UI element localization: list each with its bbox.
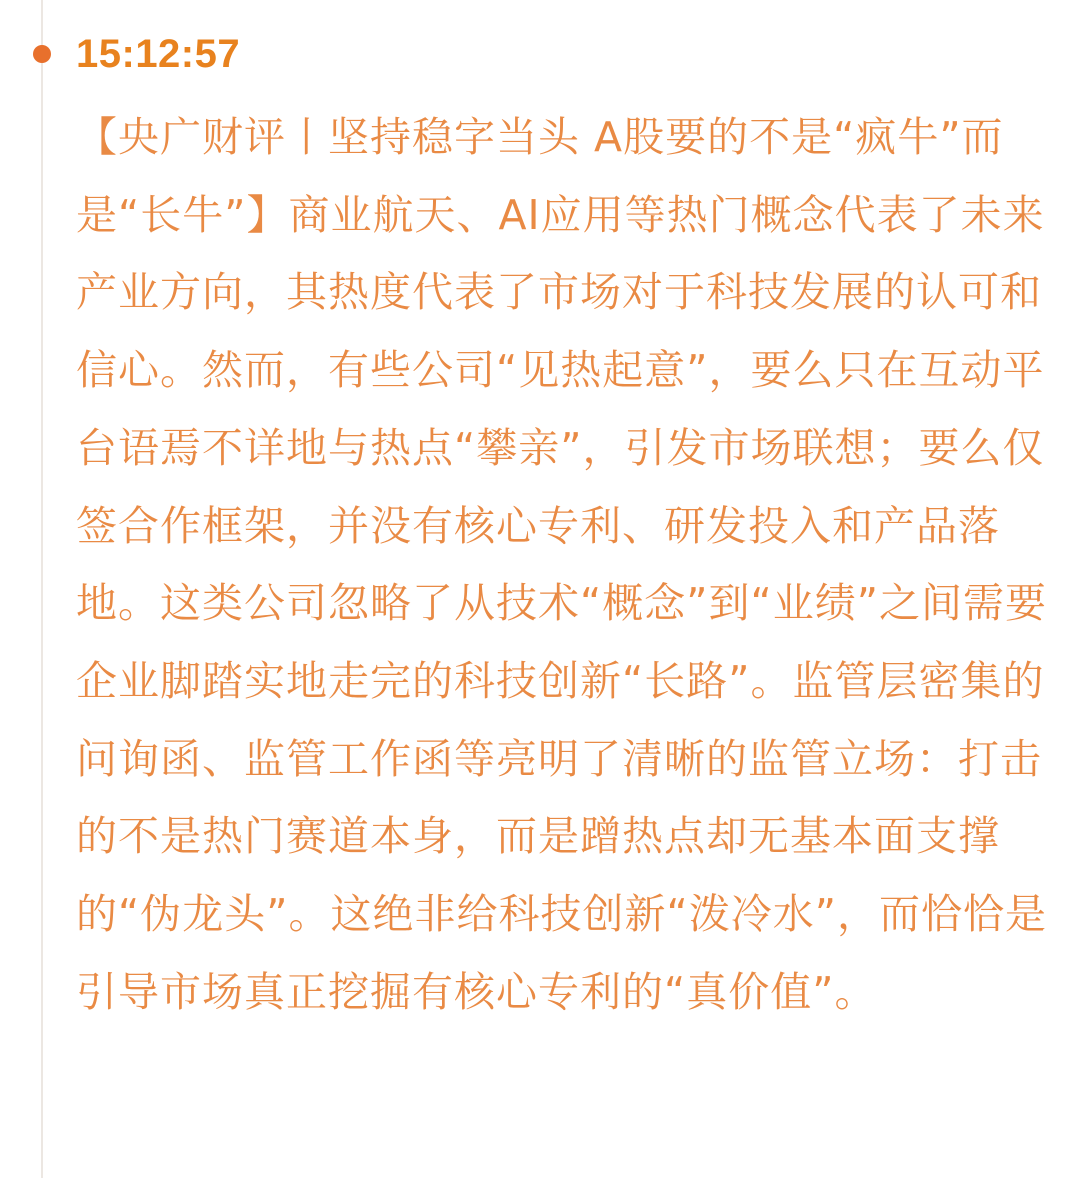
news-body-text: 【央广财评丨坚持稳字当头 A股要的不是“疯牛”而是“长牛”】商业航天、AI应用等热门概念代表了未来产业方向，其热度代表了市场对于科技发展的认可和信心。然而，有些公司“见热起意”，要么只在互动平台语焉不详地与热点“攀亲”，引发市场联想；要么仅签合作框架，并没有核心专利、研发投入和产品落地。这类公司忽略了从技术“概念”到“业绩”之间需要企业脚踏实地走完的科技创新“长路”。监管层密集的问询函、监管工作函等亮明了清晰的监管立场：打击的不是热门赛道本身，而是蹭热点却无基本面支撑的“伪龙头”。这绝非给科技创新“泼冷水”，而恰恰是引导市场真正挖掘有核心专利的“真价值”。 xyxy=(76,113,1047,1016)
timeline-dot-icon xyxy=(33,45,51,63)
timeline-line xyxy=(41,0,43,1178)
post-timestamp: 15:12:57 xyxy=(76,32,241,76)
